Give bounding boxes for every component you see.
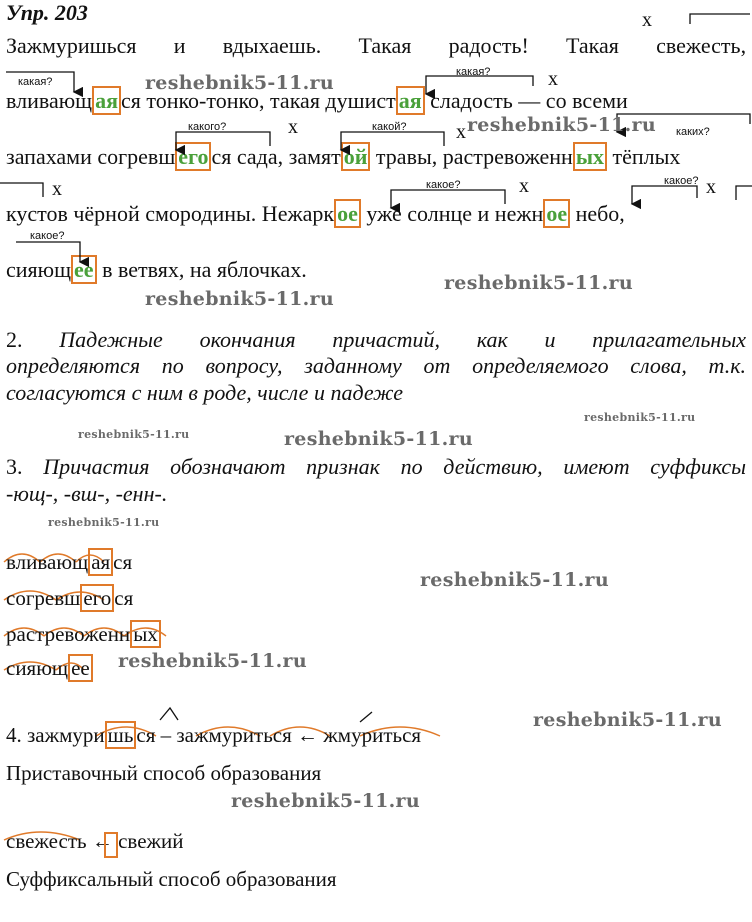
- point2-line2: определяются по вопросу, заданному от определяемого слова, т.к.: [6, 353, 746, 378]
- watermark: reshebnik5-11.ru: [420, 569, 609, 591]
- text: сладость — со всеми: [424, 88, 628, 113]
- cross-mark: х: [52, 178, 62, 200]
- text: сияющ: [6, 656, 69, 680]
- text: травы, растревоженн: [370, 144, 573, 169]
- question-arrow: [6, 72, 74, 92]
- text: кустов чёрной смородины. Нежарк: [6, 201, 335, 226]
- ending-box: его: [80, 584, 114, 612]
- ending-box: шь: [105, 721, 137, 749]
- word: вдыхаешь.: [222, 33, 322, 58]
- point4-method: Приставочный способ образования: [6, 761, 322, 785]
- ending-highlight: ее: [71, 255, 97, 284]
- text: вливающ: [6, 550, 89, 574]
- point2-line1: [6, 327, 746, 353]
- point-number: 2.: [6, 327, 23, 352]
- text: согревш: [6, 586, 81, 610]
- point3-line2: -ющ-, -вш-, -енн-.: [6, 481, 168, 506]
- question-label: какое?: [664, 175, 699, 187]
- cross-mark: х: [288, 116, 298, 138]
- watermark: reshebnik5-11.ru: [78, 428, 190, 441]
- text: небо,: [570, 201, 625, 226]
- morph-word: [6, 655, 93, 681]
- ending-box: ее: [68, 654, 93, 682]
- word: Зажмуришься: [6, 33, 137, 58]
- text: ся сада, замят: [211, 144, 341, 169]
- ending-highlight: ых: [573, 142, 607, 171]
- prefix-marks: [160, 708, 372, 722]
- question-bracket: [736, 186, 752, 200]
- question-label: какого?: [188, 121, 227, 133]
- point5-method: Суффиксальный способ образования: [6, 867, 337, 891]
- question-arrow: [632, 186, 697, 204]
- point5-line: [6, 828, 184, 854]
- text: ся: [136, 723, 156, 747]
- exercise-title: Упр. 203: [6, 0, 88, 25]
- morph-word: [6, 585, 133, 611]
- question-label: какая?: [456, 66, 491, 78]
- text: растревоженн: [6, 622, 131, 646]
- point-number: 4.: [6, 723, 22, 747]
- text: – зажмуриться ← жмуриться: [155, 723, 422, 747]
- ending-highlight: ая: [396, 86, 425, 115]
- cross-mark: х: [642, 9, 652, 31]
- suffix-box: [104, 832, 118, 858]
- question-arrow: [391, 190, 505, 208]
- question-arrow: [341, 132, 444, 150]
- watermark: reshebnik5-11.ru: [533, 709, 722, 731]
- text: ся: [114, 586, 134, 610]
- question-arrow: [176, 132, 270, 150]
- watermark: reshebnik5-11.ru: [145, 72, 334, 94]
- text: уже солнце и нежн: [360, 201, 544, 226]
- question-arrow: [16, 242, 80, 262]
- question-label: какое?: [426, 179, 461, 191]
- watermark: reshebnik5-11.ru: [231, 790, 420, 812]
- point2-text: Падежные окончания причастий, как и прилагательных: [59, 327, 747, 352]
- question-arrow: [426, 76, 533, 94]
- text: ся: [113, 550, 133, 574]
- question-label: какое?: [30, 230, 65, 242]
- word: и: [173, 33, 186, 58]
- word: радость!: [448, 33, 529, 58]
- cross-mark: х: [548, 68, 558, 90]
- ending-highlight: его: [175, 142, 211, 171]
- watermark: reshebnik5-11.ru: [444, 272, 633, 294]
- point3-text: Причастия обозначают признак по действию, имеют суффиксы: [43, 454, 747, 479]
- question-label: какой?: [372, 121, 407, 133]
- point2-line3: согласуются с ним в роде, числе и падеже: [6, 380, 403, 405]
- watermark: reshebnik5-11.ru: [145, 288, 334, 310]
- word: свежесть,: [656, 33, 747, 58]
- cross-mark: х: [519, 175, 529, 197]
- word: Такая: [566, 33, 619, 58]
- text: ся тонко-тонко, такая душист: [121, 88, 396, 113]
- watermark: reshebnik5-11.ru: [48, 516, 160, 529]
- text: вливающ: [6, 88, 93, 113]
- ending-box: ая: [88, 548, 113, 576]
- text: сияющ: [6, 257, 72, 282]
- watermark: reshebnik5-11.ru: [284, 428, 473, 450]
- cross-mark: х: [706, 176, 716, 198]
- morph-word: [6, 549, 132, 575]
- watermark: reshebnik5-11.ru: [467, 114, 656, 136]
- ending-highlight: ой: [341, 142, 371, 171]
- question-label: какая?: [18, 76, 53, 88]
- point3-line1: [6, 454, 746, 480]
- watermark: reshebnik5-11.ru: [584, 411, 696, 424]
- ending-highlight: ое: [334, 199, 361, 228]
- text: запахами согревш: [6, 144, 176, 169]
- morph-word: [6, 621, 161, 647]
- point4-line: [6, 722, 421, 748]
- ending-highlight: ая: [92, 86, 121, 115]
- text: ← свежий: [86, 829, 184, 853]
- cross-mark: х: [456, 121, 466, 143]
- question-bracket: [0, 183, 43, 197]
- ending-box: ых: [130, 620, 161, 648]
- text: в ветвях, на яблочках.: [96, 257, 307, 282]
- point-number: 3.: [6, 454, 23, 479]
- word: Такая: [358, 33, 412, 58]
- question-bracket: [690, 14, 750, 24]
- text: свежесть: [6, 829, 87, 853]
- watermark: reshebnik5-11.ru: [118, 650, 307, 672]
- ending-highlight: ое: [543, 199, 570, 228]
- question-label: каких?: [676, 126, 710, 138]
- text: зажмури: [27, 723, 105, 747]
- text: тёплых: [607, 144, 681, 169]
